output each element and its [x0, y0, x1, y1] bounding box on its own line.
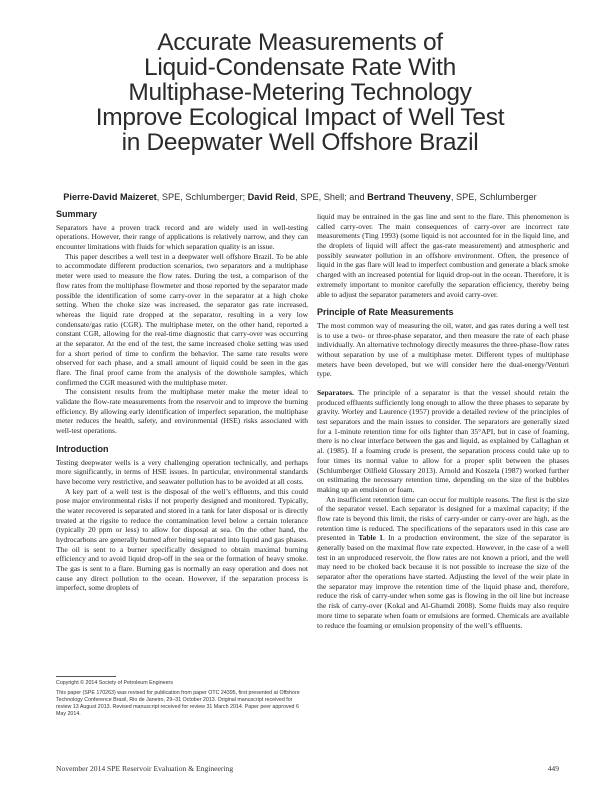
separators-runin-heading: Separators. [317, 388, 354, 397]
table-reference: Table 1 [358, 533, 384, 543]
author-affiliation: , SPE, Shell; and [295, 192, 368, 202]
author-name: David Reid [247, 192, 296, 202]
journal-footer: November 2014 SPE Reservoir Evaluation & Engineering [56, 764, 234, 773]
introduction-paragraph: Testing deepwater wells is a very challenging operation technically, and perhaps more significantly, in terms of HSE issues. In particular, environmental standards have become very restrictive, and seawater pollution has to be avoided at all costs. [56, 457, 308, 486]
separators-text: The principle of a separator is that the vessel should retain the produced effluents sufficiently long enough to allow the three phases to separate by gravity. Worley and Laurence (1957) provide a detailed review of the principles of test separators and the main issues to consider. The separators are generally sized for a 1-minute retention time for oils lighter than 35°API, but in case of foaming, there is no clear interface between the gas and liquid, as explained by Callaghan et al. (1985). If a foaming crude is present, the separation process could take up to four times its normal value to allow for a proper split between the phases (Schlumberger Oilfield Glossary 2013). Arnold and Koszela (1987) worked further on estimating the necessary retention time, depending on the size of the bubbles making up an emulsion or foam. [317, 388, 569, 494]
body-text: . In a production environment, the size of the separator is generally based on the maximal flow rate expected. However, in the case of a well test in an unproduced reservoir, the flow rates are not known a priori, and the well may need to be choked back because it is not possible to increase the size of the separator after the operations have started. Adjusting the level of the weir plate in the separator may improve the retention time of the liquid phase and, therefore, reduce the risk of carry-under when some gas is flowing in the oil line but increase the risk of carry-over (Kokal and Al-Ghamdi 2008). Some fluids may also require more time to separate when foam or emulsions are formed. Chemicals are available to reduce the foaming or emulsion propensity of the well’s effluents. [317, 533, 569, 630]
author-line [20, 192, 580, 202]
title-line: Improve Ecological Impact of Well Test [95, 104, 505, 131]
title-line: Multiphase-Metering Technology [128, 79, 472, 106]
title-line: Liquid-Condensate Rate With [144, 54, 456, 81]
left-column [56, 210, 308, 593]
summary-paragraph: This paper describes a well test in a deepwater well offshore Brazil. To be able to accommodate different production scenarios, two separators and a multiphase meter were used to measure the flow rates. During the test, a comparison of the flow rates from the multiphase flowmeter and those reported by the separator made possible the identification of some carry-over in the separator at a high choke setting. When the choke size was increased, the separator gas rate increased, whereas the liquid rate dropped at the separator, resulting in a very low condensate/gas ratio (CGR). The multiphase meter, on the other hand, reported a constant CGR, allowing for the real-time diagnostic that carry-over was occurring at the separator. At the end of the test, the same increased choke setting was used for a short period of time to confirm the behavior. The same rate results were observed for each phase, and a small amount of liquid could be seen in the gas flare. The final proof came from the analysis of the downhole samples, which confirmed the CGR measured with the multiphase meter. [56, 251, 308, 387]
title-line: in Deepwater Well Offshore Brazil [121, 129, 479, 156]
summary-heading: Summary [56, 209, 98, 219]
right-column [317, 212, 569, 630]
author-affiliation: , SPE, Schlumberger [450, 192, 537, 202]
paper-history-note: This paper (SPE 170263) was revised for publication from paper OTC 24395, first presented at Offshore Technology Conference Brasil, Rio de Janeiro, 29–31 October 2013. Original manuscript received for review 13 August 2013. Revised manuscript received for review 31 March 2014. Paper peer approved 6 May 2014. [56, 690, 300, 717]
body-paragraph [317, 495, 569, 631]
separators-paragraph [317, 388, 569, 495]
body-text: An insufficient retention time can occur for multiple reasons. The first is the size of the separator vessel. Each separator is designed for a maximal capacity; if the flow rate is beyond this limit, the risks of carry-under or carry-over are high, as the retention time is reduced. The specifications of the separators used in this case are presented in [317, 494, 569, 543]
copyright-notice: Copyright © 2014 Society of Petroleum Engineers [56, 680, 173, 686]
summary-paragraph: The consistent results from the multiphase meter make the meter ideal to validate the flow-rate measurements from the reservoir and to improve the burning efficiency. By allowing early identification of imperfect separation, the multiphase meter reduces the health, safety, and environmental (HSE) risks associated with well-test operations. [56, 387, 308, 436]
running-footer [56, 764, 559, 773]
introduction-heading: Introduction [56, 443, 109, 454]
footnote-rule [56, 676, 116, 677]
author-name: Bertrand Theuveny [367, 192, 451, 202]
introduction-paragraph: A key part of a well test is the disposal of the well’s effluents, and this could pose major environmental risks if not properly designed and monitored. Typically, the water recovered is separated and stored in a tank for later disposal or is directly treated at the rigsite to reduce the contamination level below a certain tolerance (typically 20 ppm or less) to allow for disposal at sea. On the other hand, the hydrocarbons are generally burned after being separated into liquid and gas phases. The oil is sent to a burner specifically designed to obtain maximal burning efficiency and to avoid liquid drop-off in the sea or the formation of heavy smoke. The gas is sent to a flare. Burning gas is normally an easy operation and does not cause any direct pollution to the ocean. However, if the separation process is imperfect, some droplets of [56, 486, 308, 593]
author-affiliation: , SPE, Schlumberger; [156, 192, 248, 202]
body-paragraph: liquid may be entrained in the gas line and sent to the flare. This phenomenon is called carry-over. The main consequences of carry-over are incorrect rate measurements (Ting 1993) (some liquid is not accounted for in the liquid line, and the droplets of liquid will affect the gas-rate measurement) and atmospheric and possibly seawater pollution in an offshore environment. Often, the presence of liquid in the gas flare will lead to imperfect combustion and generate a black smoke charged with an increased potential for liquid drop-out in the ocean. Therefore, it is extremely important to monitor carefully the separation efficiency, thereby being able to adjust the separator parameters and avoid carry-over. [317, 212, 569, 299]
author-name: Pierre-David Maizeret [63, 192, 157, 202]
body-paragraph: The most common way of measuring the oil, water, and gas rates during a well test is to use a two- or three-phase separator, and then measure the rate of each phase individually. An alternative technology directly measures the three-phase-flow rates without separation by use of a multiphase meter. Different types of multiphase meters have been developed, but we will consider here the dual-energy/Venturi type. [317, 320, 569, 379]
page-number: 449 [547, 764, 559, 773]
first-page-footnote [56, 676, 308, 721]
paper-title [40, 30, 560, 155]
summary-paragraph: Separators have a proven track record and are widely used in well-testing operations. However, their range of applications is relatively narrow, and they can encounter limitations with fluids for which separation quality is an issue. [56, 222, 308, 252]
principle-heading: Principle of Rate Measurements [317, 307, 454, 318]
title-line: Accurate Measurements of [157, 29, 443, 56]
